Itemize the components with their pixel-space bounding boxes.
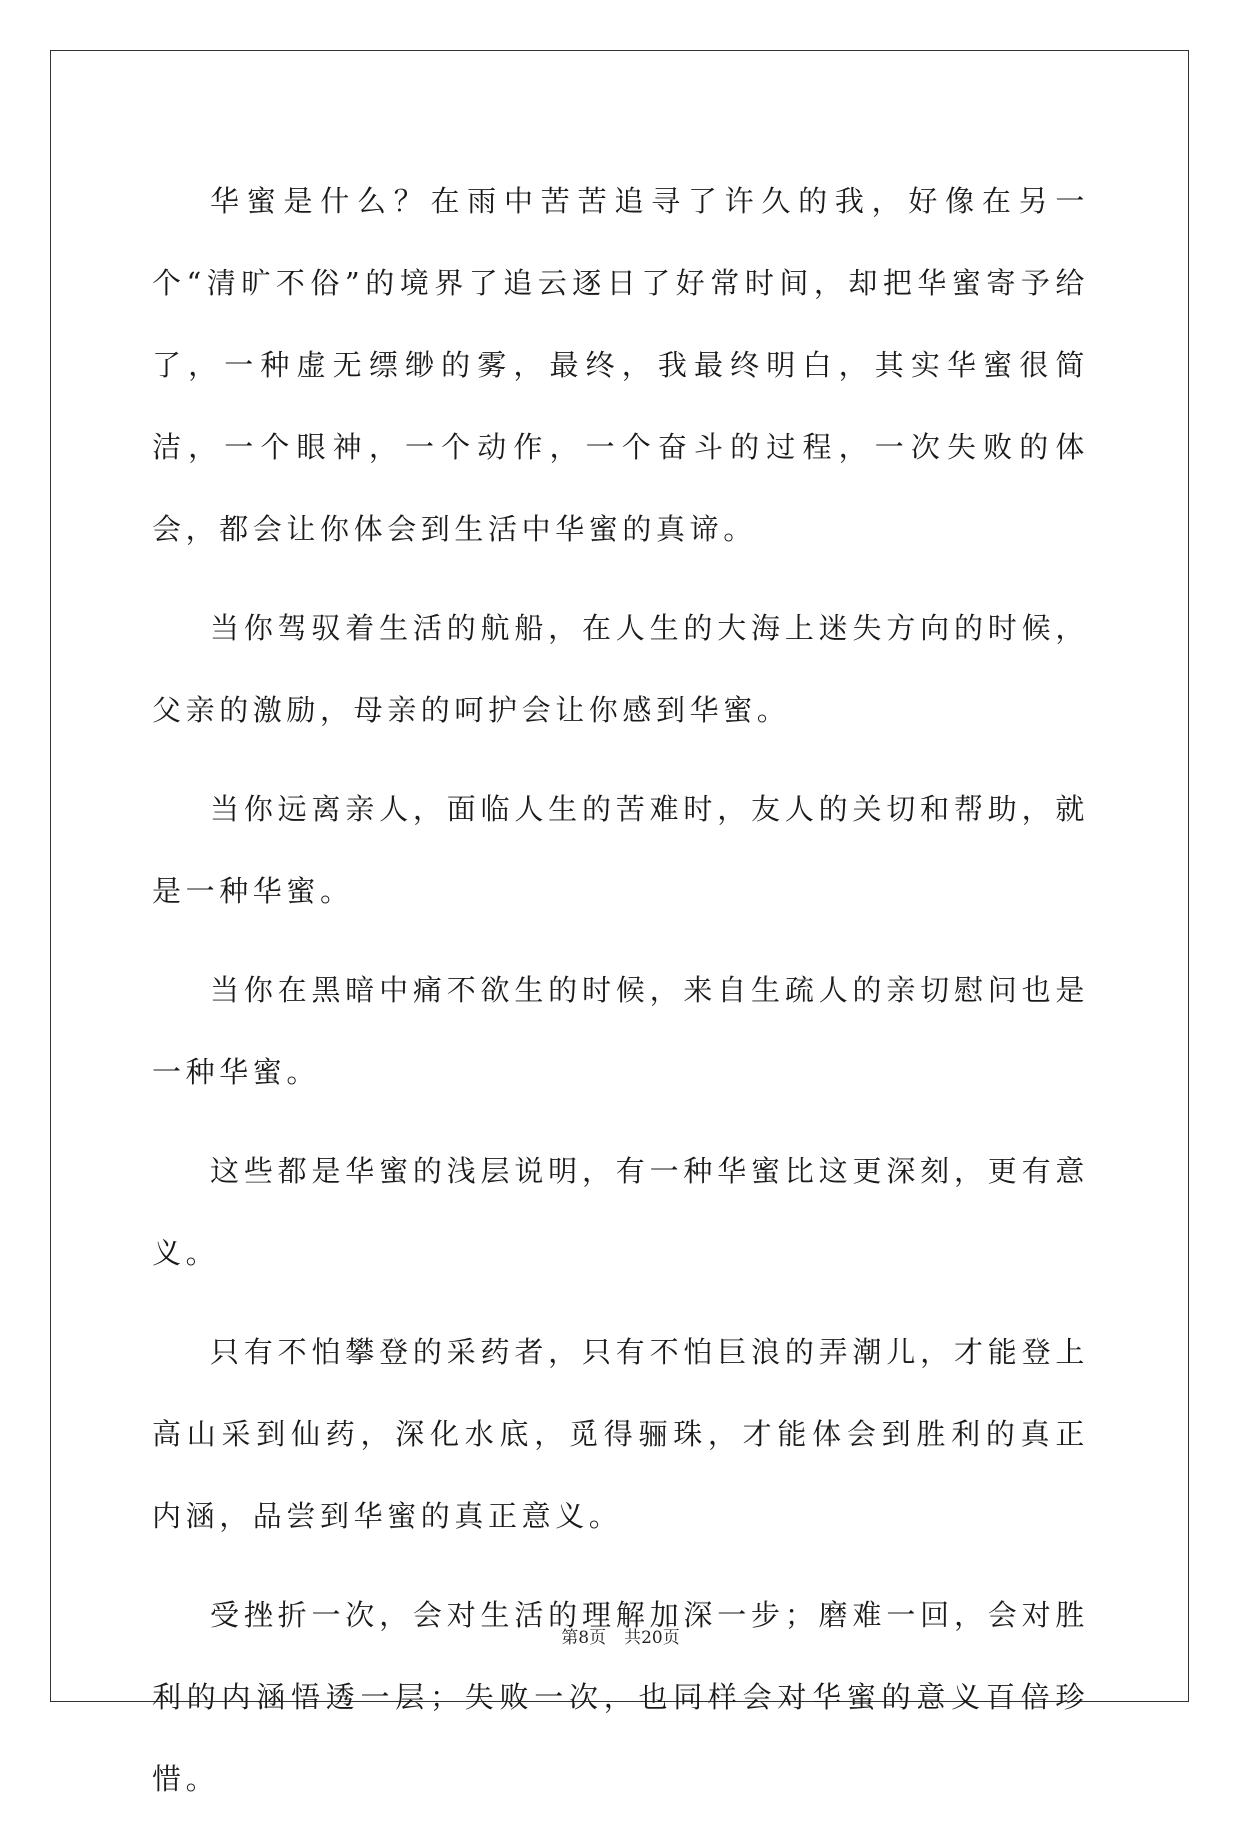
page-footer xyxy=(0,1623,1241,1648)
paragraph-5: 这些都是华蜜的浅层说明，有一种华蜜比这更深刻，更有意义。 xyxy=(152,1154,1089,1270)
paragraph-7: 受挫折一次，会对生活的理解加深一步；磨难一回，会对胜利的内涵悟透一层；失败一次，也同样会对华蜜的意义百倍珍惜。 xyxy=(152,1598,1089,1796)
paragraph-1: 华蜜是什么？在雨中苦苦追寻了许久的我，好像在另一个“清旷不俗”的境界了追云逐日了好常时间，却把华蜜寄予给了，一种虚无缥缈的雾，最终，我最终明白，其实华蜜很简洁，一个眼神，一个动作，一个奋斗的过程，一次失败的体会，都会让你体会到生活中华蜜的真谛。 xyxy=(152,184,1089,546)
paragraph-6: 只有不怕攀登的采药者，只有不怕巨浪的弄潮儿，才能登上高山采到仙药，深化水底，觅得骊珠，才能体会到胜利的真正内涵，品尝到华蜜的真正意义。 xyxy=(152,1335,1089,1533)
page-total: 共20页 xyxy=(624,1628,680,1648)
page-number: 第8页 xyxy=(561,1628,607,1648)
document-body xyxy=(152,160,1089,1837)
paragraph-4: 当你在黑暗中痛不欲生的时候，来自生疏人的亲切慰问也是一种华蜜。 xyxy=(152,973,1089,1089)
paragraph-3: 当你远离亲人，面临人生的苦难时，友人的关切和帮助，就是一种华蜜。 xyxy=(152,792,1089,908)
paragraph-2: 当你驾驭着生活的航船，在人生的大海上迷失方向的时候，父亲的激励，母亲的呵护会让你感到华蜜。 xyxy=(152,611,1089,727)
